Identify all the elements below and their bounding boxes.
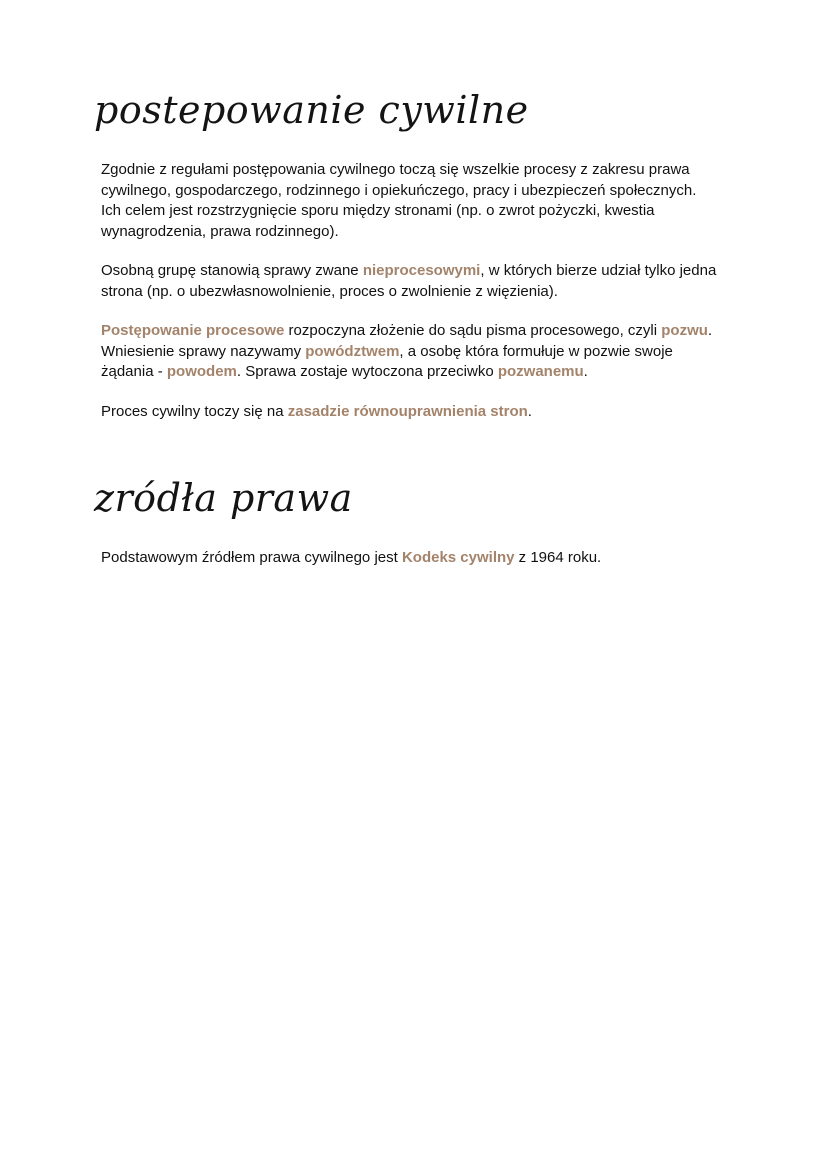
highlight-term: nieprocesowymi xyxy=(362,262,481,279)
text-fragment: Osobną grupę stanowią sprawy zwane xyxy=(101,262,363,279)
section-heading-postepowanie: postepowanie cywilne xyxy=(94,88,529,132)
paragraph-nonprocess xyxy=(101,261,741,302)
highlight-term: powództwem xyxy=(305,342,400,360)
text-fragment: rozpoczyna złożenie do sądu pisma procesowego, czyli xyxy=(284,322,662,339)
text-line: cywilnego, gospodarczego, rodzinnego i opiekuńczego, pracy i ubezpieczeń społecznych. xyxy=(101,181,697,199)
highlight-term: powodem xyxy=(166,363,237,380)
paragraph-intro xyxy=(101,160,741,242)
text-fragment: Wniesienie sprawy nazywamy xyxy=(101,342,306,360)
highlight-term: Kodeks cywilny xyxy=(401,549,515,566)
highlight-term: pozwanemu xyxy=(497,363,584,380)
section-heading-zrodla: zródła prawa xyxy=(94,476,353,520)
text-line: wynagrodzenia, prawa rodzinnego). xyxy=(101,222,339,240)
paragraph-equality xyxy=(101,402,741,423)
highlight-term: Postępowanie procesowe xyxy=(101,322,285,339)
text-line: Zgodnie z regułami postępowania cywilnego toczą się wszelkie procesy z zakresu prawa xyxy=(101,161,690,178)
text-fragment: . xyxy=(583,363,588,380)
paragraph-process xyxy=(101,321,741,383)
text-fragment: z 1964 roku. xyxy=(514,549,602,566)
text-fragment: Proces cywilny toczy się na xyxy=(101,403,288,420)
text-fragment: żądania - xyxy=(101,363,167,380)
paragraph-sources xyxy=(101,548,741,569)
text-fragment: . xyxy=(527,403,532,420)
text-fragment: . xyxy=(707,322,713,339)
text-line: strona (np. o ubezwłasnowolnienie, proces o zwolnienie z więzienia). xyxy=(101,282,558,300)
text-fragment: , w których bierze udział tylko jedna xyxy=(480,262,717,279)
text-fragment: , a osobę która formułuje w pozwie swoje xyxy=(399,342,673,360)
highlight-term: zasadzie równouprawnienia stron xyxy=(287,403,528,420)
text-fragment: . Sprawa zostaje wytoczona przeciwko xyxy=(236,363,498,380)
highlight-term: pozwu xyxy=(661,322,708,339)
text-fragment: Podstawowym źródłem prawa cywilnego jest xyxy=(101,549,402,566)
text-line: Ich celem jest rozstrzygnięcie sporu między stronami (np. o zwrot pożyczki, kwestia xyxy=(101,202,655,219)
